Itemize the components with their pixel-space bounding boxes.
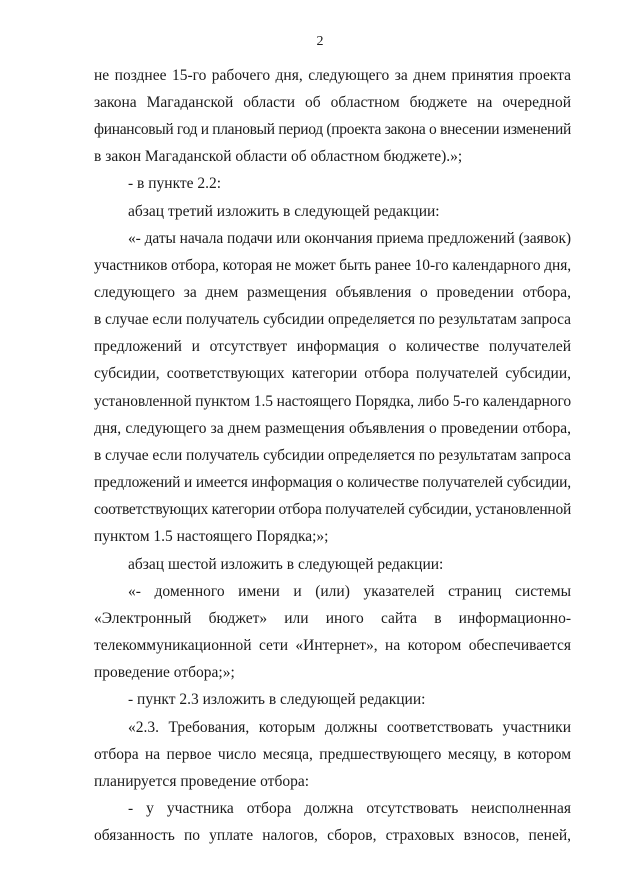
text-line: «- даты начала подачи или окончания приема предложений (заявок): [128, 230, 571, 247]
text-line: обязанность по уплате налогов, сборов, страховых взносов, пеней,: [94, 827, 571, 844]
text-line: - у участника отбора должна отсутствовать неисполненная: [128, 800, 571, 817]
text-line: в случае если получатель субсидии определяется по результатам запроса: [94, 311, 571, 328]
text-line: - пункт 2.3 изложить в следующей редакции:: [128, 691, 426, 708]
text-line: соответствующих категории отбора получателей субсидии, установленной: [94, 501, 571, 518]
text-line: закона Магаданской области об областном бюджете на очередной: [94, 94, 571, 111]
text-line: «- доменного имени и (или) указателей страниц системы: [128, 583, 571, 600]
text-line: - в пункте 2.2:: [128, 175, 222, 192]
text-line: установленной пунктом 1.5 настоящего Порядка, либо 5-го календарного: [94, 393, 571, 410]
text-line: в случае если получатель субсидии определяется по результатам запроса: [94, 447, 571, 464]
text-line: не позднее 15-го рабочего дня, следующего за днем принятия проекта: [94, 67, 571, 84]
text-line: отбора на первое число месяца, предшествующего месяцу, в котором: [94, 746, 571, 763]
text-line: участников отбора, которая не может быть ранее 10-го календарного дня,: [94, 257, 571, 274]
text-line: планируется проведение отбора:: [94, 773, 310, 790]
text-line: предложений и имеется информация о количестве получателей субсидии,: [94, 474, 571, 491]
text-line: предложений и отсутствует информация о количестве получателей: [94, 338, 571, 355]
text-line: следующего за днем размещения объявления о проведении отбора,: [94, 284, 571, 301]
text-line: дня, следующего за днем размещения объявления о проведении отбора,: [94, 420, 571, 437]
text-line: «2.3. Требования, которым должны соответствовать участники: [128, 719, 571, 736]
text-line: финансовый год и плановый период (проекта закона о внесении изменений: [94, 121, 571, 138]
text-line: абзац шестой изложить в следующей редакции:: [128, 556, 444, 573]
text-line: абзац третий изложить в следующей редакции:: [128, 203, 440, 220]
text-line: телекоммуникационной сети «Интернет», на котором обеспечивается: [94, 637, 571, 654]
text-line: в закон Магаданской области об областном бюджете).»;: [94, 148, 463, 165]
text-line: субсидии, соответствующих категории отбора получателей субсидии,: [94, 365, 571, 382]
page-number: 2: [316, 34, 324, 49]
text-line: пунктом 1.5 настоящего Порядка;»;: [94, 528, 329, 545]
text-line: «Электронный бюджет» или иного сайта в информационно-: [94, 610, 571, 627]
text-line: проведение отбора;»;: [94, 664, 235, 681]
